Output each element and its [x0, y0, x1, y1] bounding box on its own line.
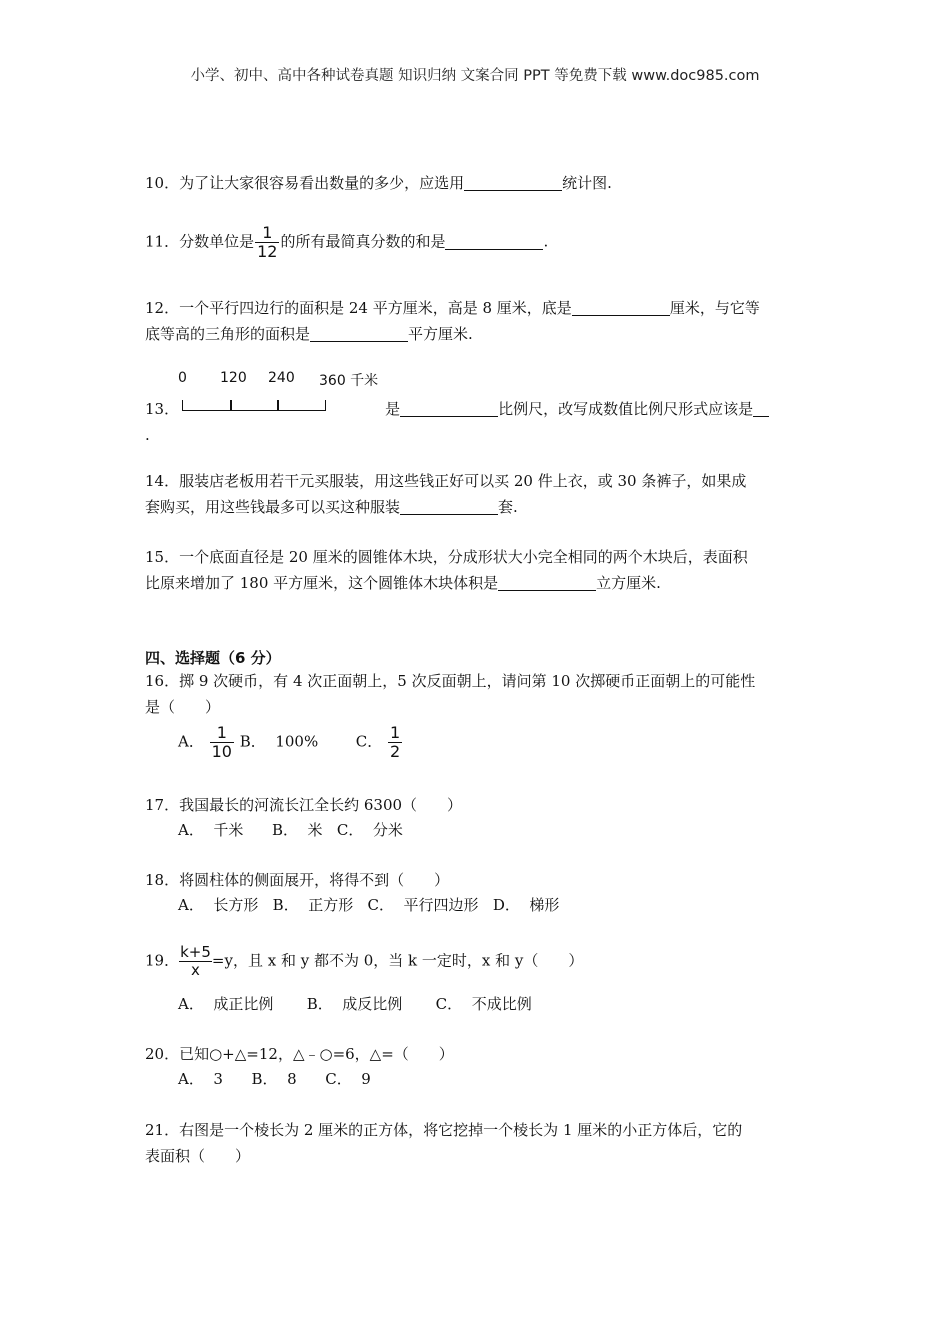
question-text: 平方厘米.	[408, 325, 473, 343]
question-text: 是（ ）	[145, 698, 221, 716]
question-text: 一个平行四边行的面积是 24 平方厘米，高是 8 厘米，底是	[179, 299, 572, 317]
question-text: 我国最长的河流长江全长约 6300（ ）	[179, 796, 463, 814]
question-text: 套购买，用这些钱最多可以买这种服装	[145, 498, 401, 516]
answer-blank[interactable]	[400, 400, 498, 417]
fraction-numerator: 1	[216, 723, 227, 742]
question-16-options	[178, 724, 403, 761]
question-text: 将圆柱体的侧面展开，将得不到（ ）	[179, 871, 450, 889]
question-text: 立方厘米.	[596, 574, 661, 592]
question-text: 掷 9 次硬币，有 4 次正面朝上，5 次反面朝上，请问第 10 次掷硬币正面朝上的可能性	[179, 672, 756, 690]
question-number: 19．	[145, 951, 180, 970]
question-12	[145, 295, 810, 347]
question-11	[145, 224, 810, 261]
fraction	[179, 944, 212, 979]
question-19-options[interactable]: A． 成正比例 B． 成反比例 C． 不成比例	[178, 995, 532, 1013]
question-text: .	[543, 232, 549, 251]
question-text: 为了让大家很容易看出数量的多少，应选用	[179, 174, 465, 192]
question-text: .	[145, 426, 150, 444]
question-20-options[interactable]: A． 3 B． 8 C． 9	[178, 1070, 371, 1088]
question-text: 表面积（ ）	[145, 1147, 251, 1165]
question-10	[145, 170, 810, 196]
fraction-denominator: 2	[390, 742, 401, 761]
question-number: 14．	[145, 472, 180, 490]
question-text: 统计图.	[562, 174, 612, 192]
question-number: 20．	[145, 1045, 180, 1063]
question-text: 厘米，与它等	[669, 299, 760, 317]
question-15	[145, 544, 810, 596]
question-number: 12．	[145, 299, 180, 317]
scale-label: 120	[220, 370, 247, 386]
fraction-denominator: 10	[211, 742, 232, 761]
question-text: 已知○+△=12，△﹣○=6，△=（ ）	[179, 1045, 454, 1063]
option-a-fraction	[210, 724, 234, 761]
option-c-fraction	[388, 724, 402, 761]
scale-label: 360 千米	[319, 373, 379, 389]
option-b[interactable]: B． 100%	[239, 732, 319, 751]
question-21	[145, 1117, 810, 1169]
page-header: 小学、初中、高中各种试卷真题 知识归纳 文案合同 PPT 等免费下载 www.doc985.com	[190, 68, 760, 84]
fraction-denominator: 12	[257, 242, 278, 261]
answer-blank[interactable]	[400, 498, 498, 515]
question-20	[145, 1041, 810, 1067]
question-number: 13．	[145, 400, 180, 418]
question-text: 是	[385, 400, 401, 418]
question-number: 15．	[145, 548, 180, 566]
question-18-options[interactable]: A． 长方形 B． 正方形 C． 平行四边形 D． 梯形	[178, 896, 560, 914]
answer-blank[interactable]	[498, 574, 596, 591]
question-number: 11．	[145, 232, 180, 251]
question-19	[145, 944, 810, 979]
fraction-numerator: 1	[390, 723, 401, 742]
answer-blank[interactable]	[753, 400, 769, 417]
scale-label: 240	[268, 370, 295, 386]
option-c-label[interactable]: C．	[355, 732, 383, 751]
question-text: 服装店老板用若干元买服装，用这些钱正好可以买 20 件上衣，或 30 条裤子，如果成	[179, 472, 747, 490]
question-13	[145, 396, 810, 448]
fraction-numerator: 1	[262, 223, 273, 242]
fraction	[255, 224, 279, 261]
question-text: 一个底面直径是 20 厘米的圆锥体木块，分成形状大小完全相同的两个木块后，表面积	[179, 548, 748, 566]
question-text: 右图是一个棱长为 2 厘米的正方体，将它挖掉一个棱长为 1 厘米的小正方体后，它的	[179, 1121, 743, 1139]
question-number: 18．	[145, 871, 180, 889]
question-17	[145, 792, 810, 818]
option-a-label[interactable]: A．	[178, 732, 204, 751]
section-title: 四、选择题（6 分）	[145, 649, 281, 667]
question-17-options[interactable]: A． 千米 B． 米 C． 分米	[178, 821, 403, 839]
question-number: 10．	[145, 174, 180, 192]
question-text: 比例尺，改写成数值比例尺形式应该是	[498, 400, 754, 418]
fraction-numerator: k+5	[180, 943, 211, 961]
question-text: 底等高的三角形的面积是	[145, 325, 311, 343]
question-number: 17．	[145, 796, 180, 814]
answer-blank[interactable]	[464, 174, 562, 191]
question-text: =y，且 x 和 y 都不为 0，当 k 一定时，x 和 y（ ）	[211, 951, 584, 970]
fraction-denominator: x	[191, 961, 200, 979]
question-14	[145, 468, 810, 520]
question-number: 21．	[145, 1121, 180, 1139]
answer-blank[interactable]	[572, 299, 670, 316]
scale-label: 0	[178, 370, 187, 386]
question-text: 分数单位是	[179, 232, 255, 251]
answer-blank[interactable]	[310, 325, 408, 342]
question-number: 16．	[145, 672, 180, 690]
question-16	[145, 668, 810, 720]
question-text: 套.	[498, 498, 518, 516]
answer-blank[interactable]	[445, 233, 543, 250]
question-18	[145, 867, 810, 893]
question-text: 比原来增加了 180 平方厘米，这个圆锥体木块体积是	[145, 574, 499, 592]
question-text: 的所有最简真分数的和是	[280, 232, 446, 251]
